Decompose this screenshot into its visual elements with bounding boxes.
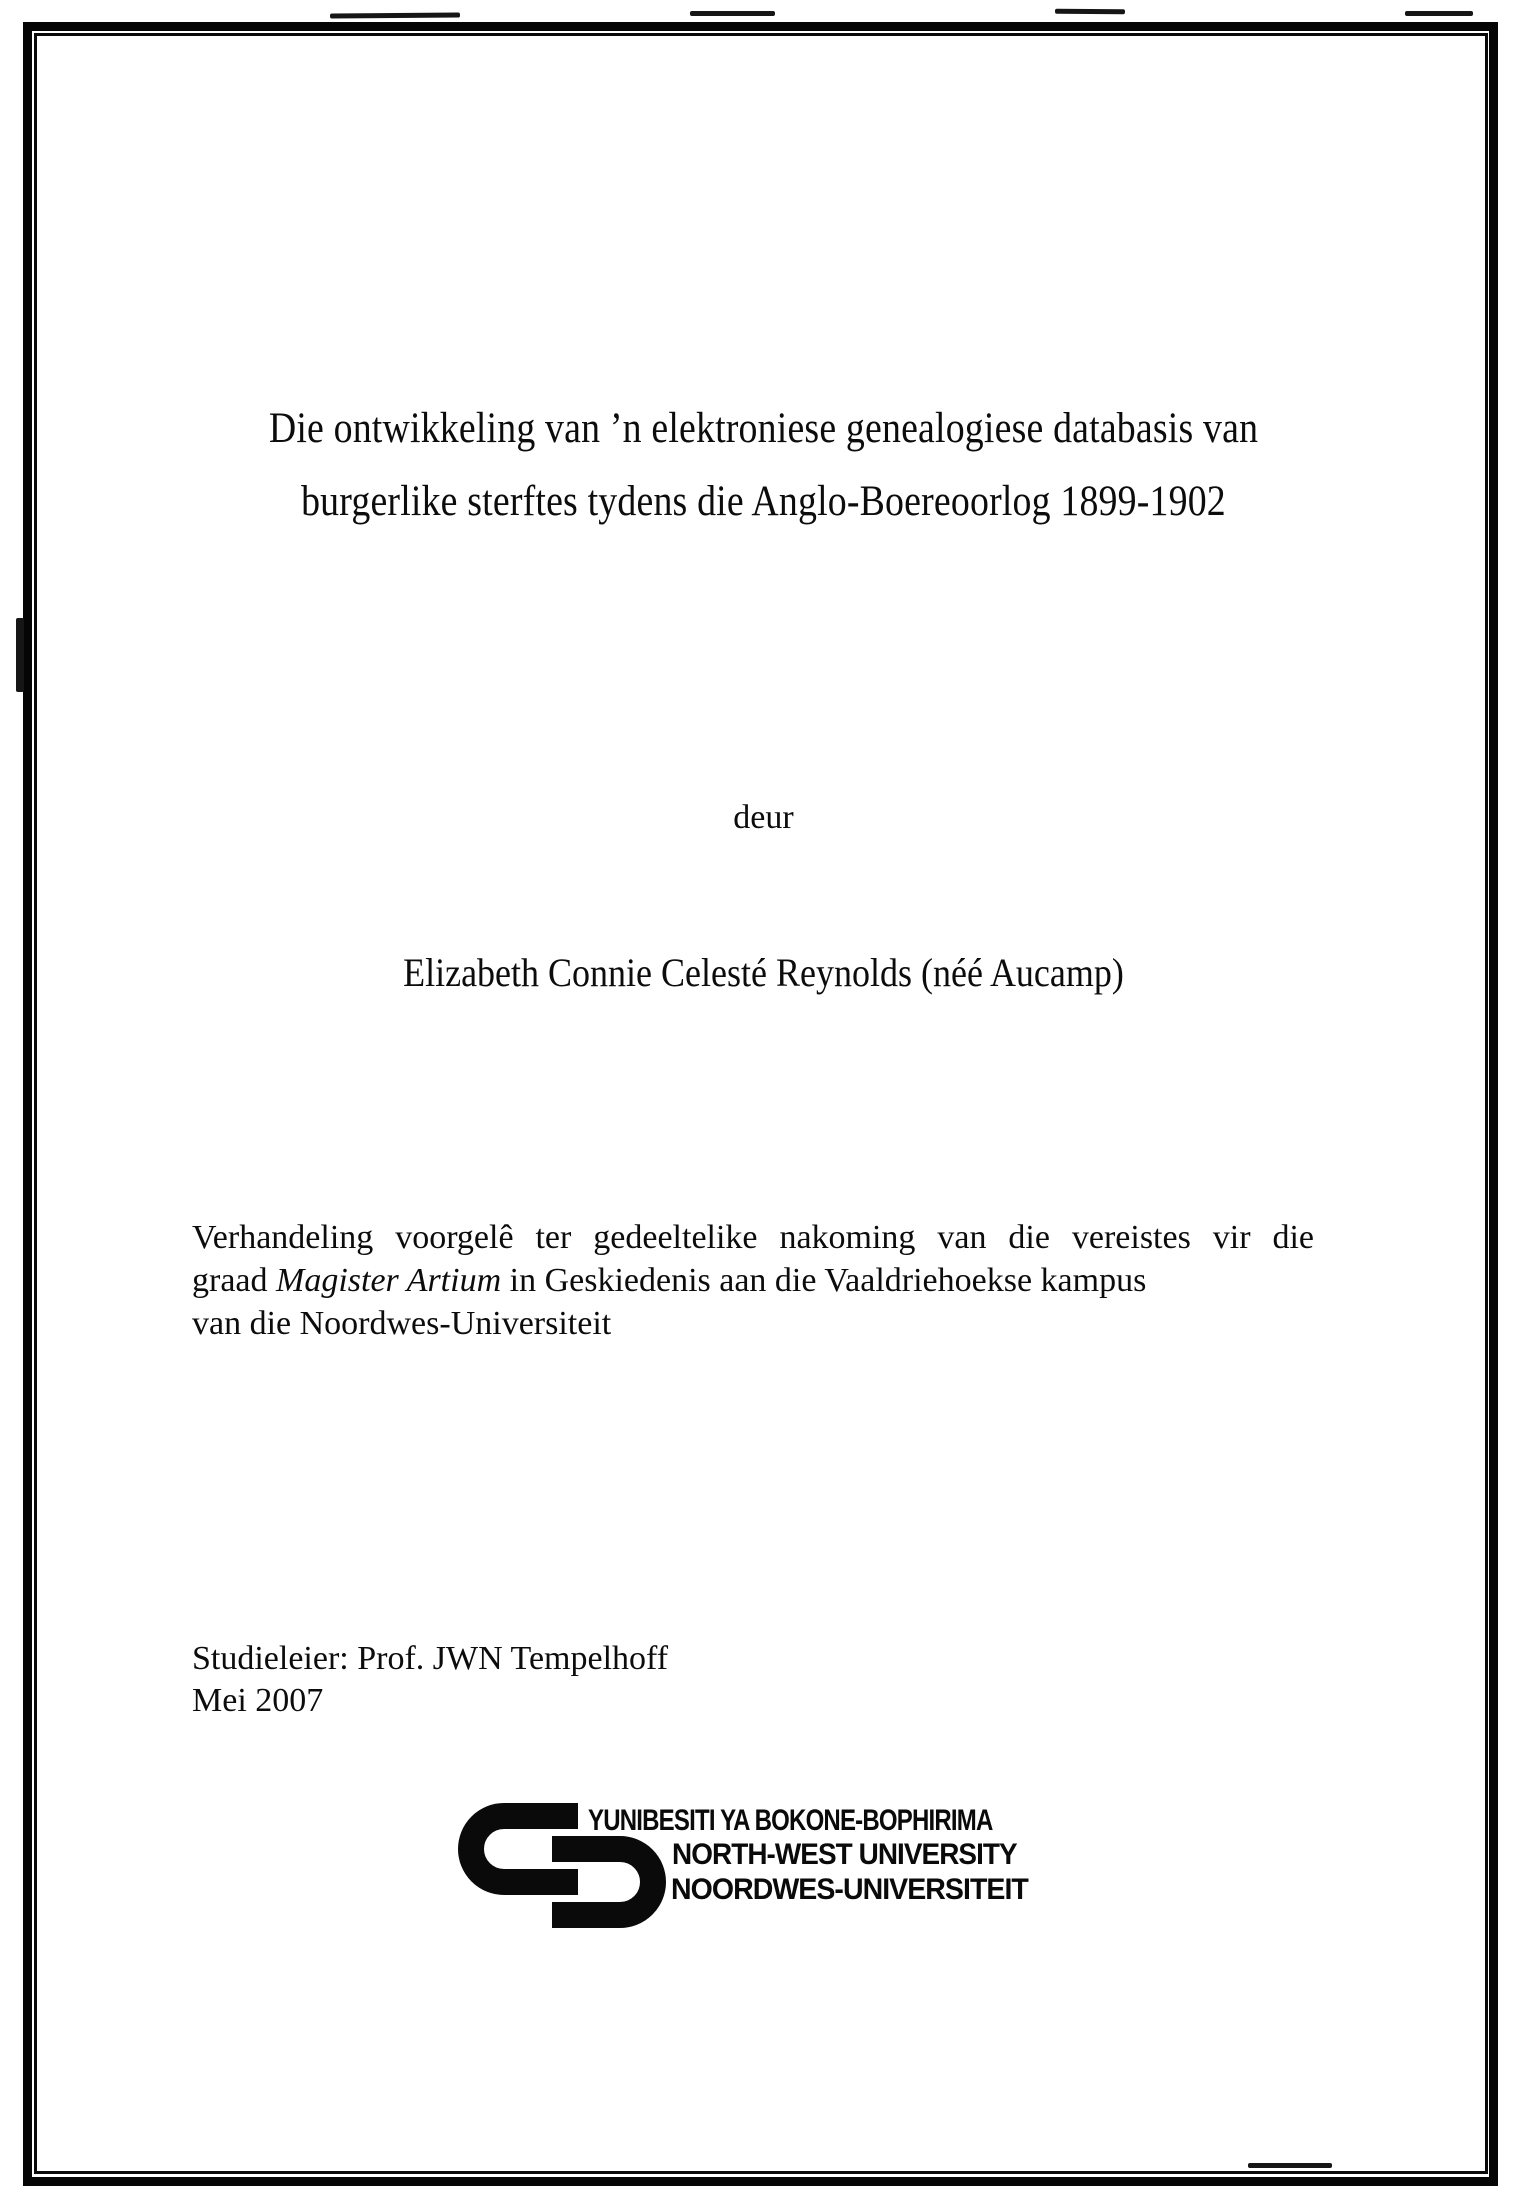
thesis-title xyxy=(0,392,1527,538)
scan-artifact xyxy=(16,618,24,692)
scan-artifact xyxy=(330,13,460,19)
logo-text-afrikaans: NOORDWES-UNIVERSITEIT xyxy=(671,1873,1028,1906)
statement-line2-suffix: in Geskiedenis aan die Vaaldriehoekse kampus xyxy=(501,1262,1147,1299)
degree-statement xyxy=(192,1216,1314,1345)
scan-artifact xyxy=(1248,2163,1332,2168)
statement-line2-prefix: graad xyxy=(192,1262,277,1299)
supervisor-block xyxy=(192,1638,1092,1722)
degree-name-italic: Magister Artium xyxy=(276,1262,502,1299)
scan-artifact xyxy=(690,11,775,16)
date-line: Mei 2007 xyxy=(192,1682,324,1719)
degree-statement-line-1: Verhandeling voorgelê ter gedeeltelike nakoming van die vereistes vir die xyxy=(192,1219,1314,1256)
supervisor-line: Studieleier: Prof. JWN Tempelhoff xyxy=(192,1640,669,1677)
thesis-title-line-1: Die ontwikkeling van ’n elektroniese genealogiese databasis van xyxy=(268,405,1259,452)
byline-label: deur xyxy=(733,799,794,836)
logo-text-setswana: YUNIBESITI YA BOKONE-BOPHIRIMA xyxy=(588,1804,993,1837)
degree-statement-line-2 xyxy=(192,1259,1314,1302)
scan-artifact xyxy=(1405,11,1473,16)
author-name: Elizabeth Connie Celesté Reynolds (néé Aucamp) xyxy=(403,950,1124,995)
degree-statement-line-3: van die Noordwes-Universiteit xyxy=(192,1305,612,1342)
scan-artifact xyxy=(1055,9,1125,15)
thesis-title-line-2: burgerlike sterftes tydens die Anglo-Boereoorlog 1899-1902 xyxy=(301,478,1226,525)
logo-text-english: NORTH-WEST UNIVERSITY xyxy=(672,1838,1017,1871)
